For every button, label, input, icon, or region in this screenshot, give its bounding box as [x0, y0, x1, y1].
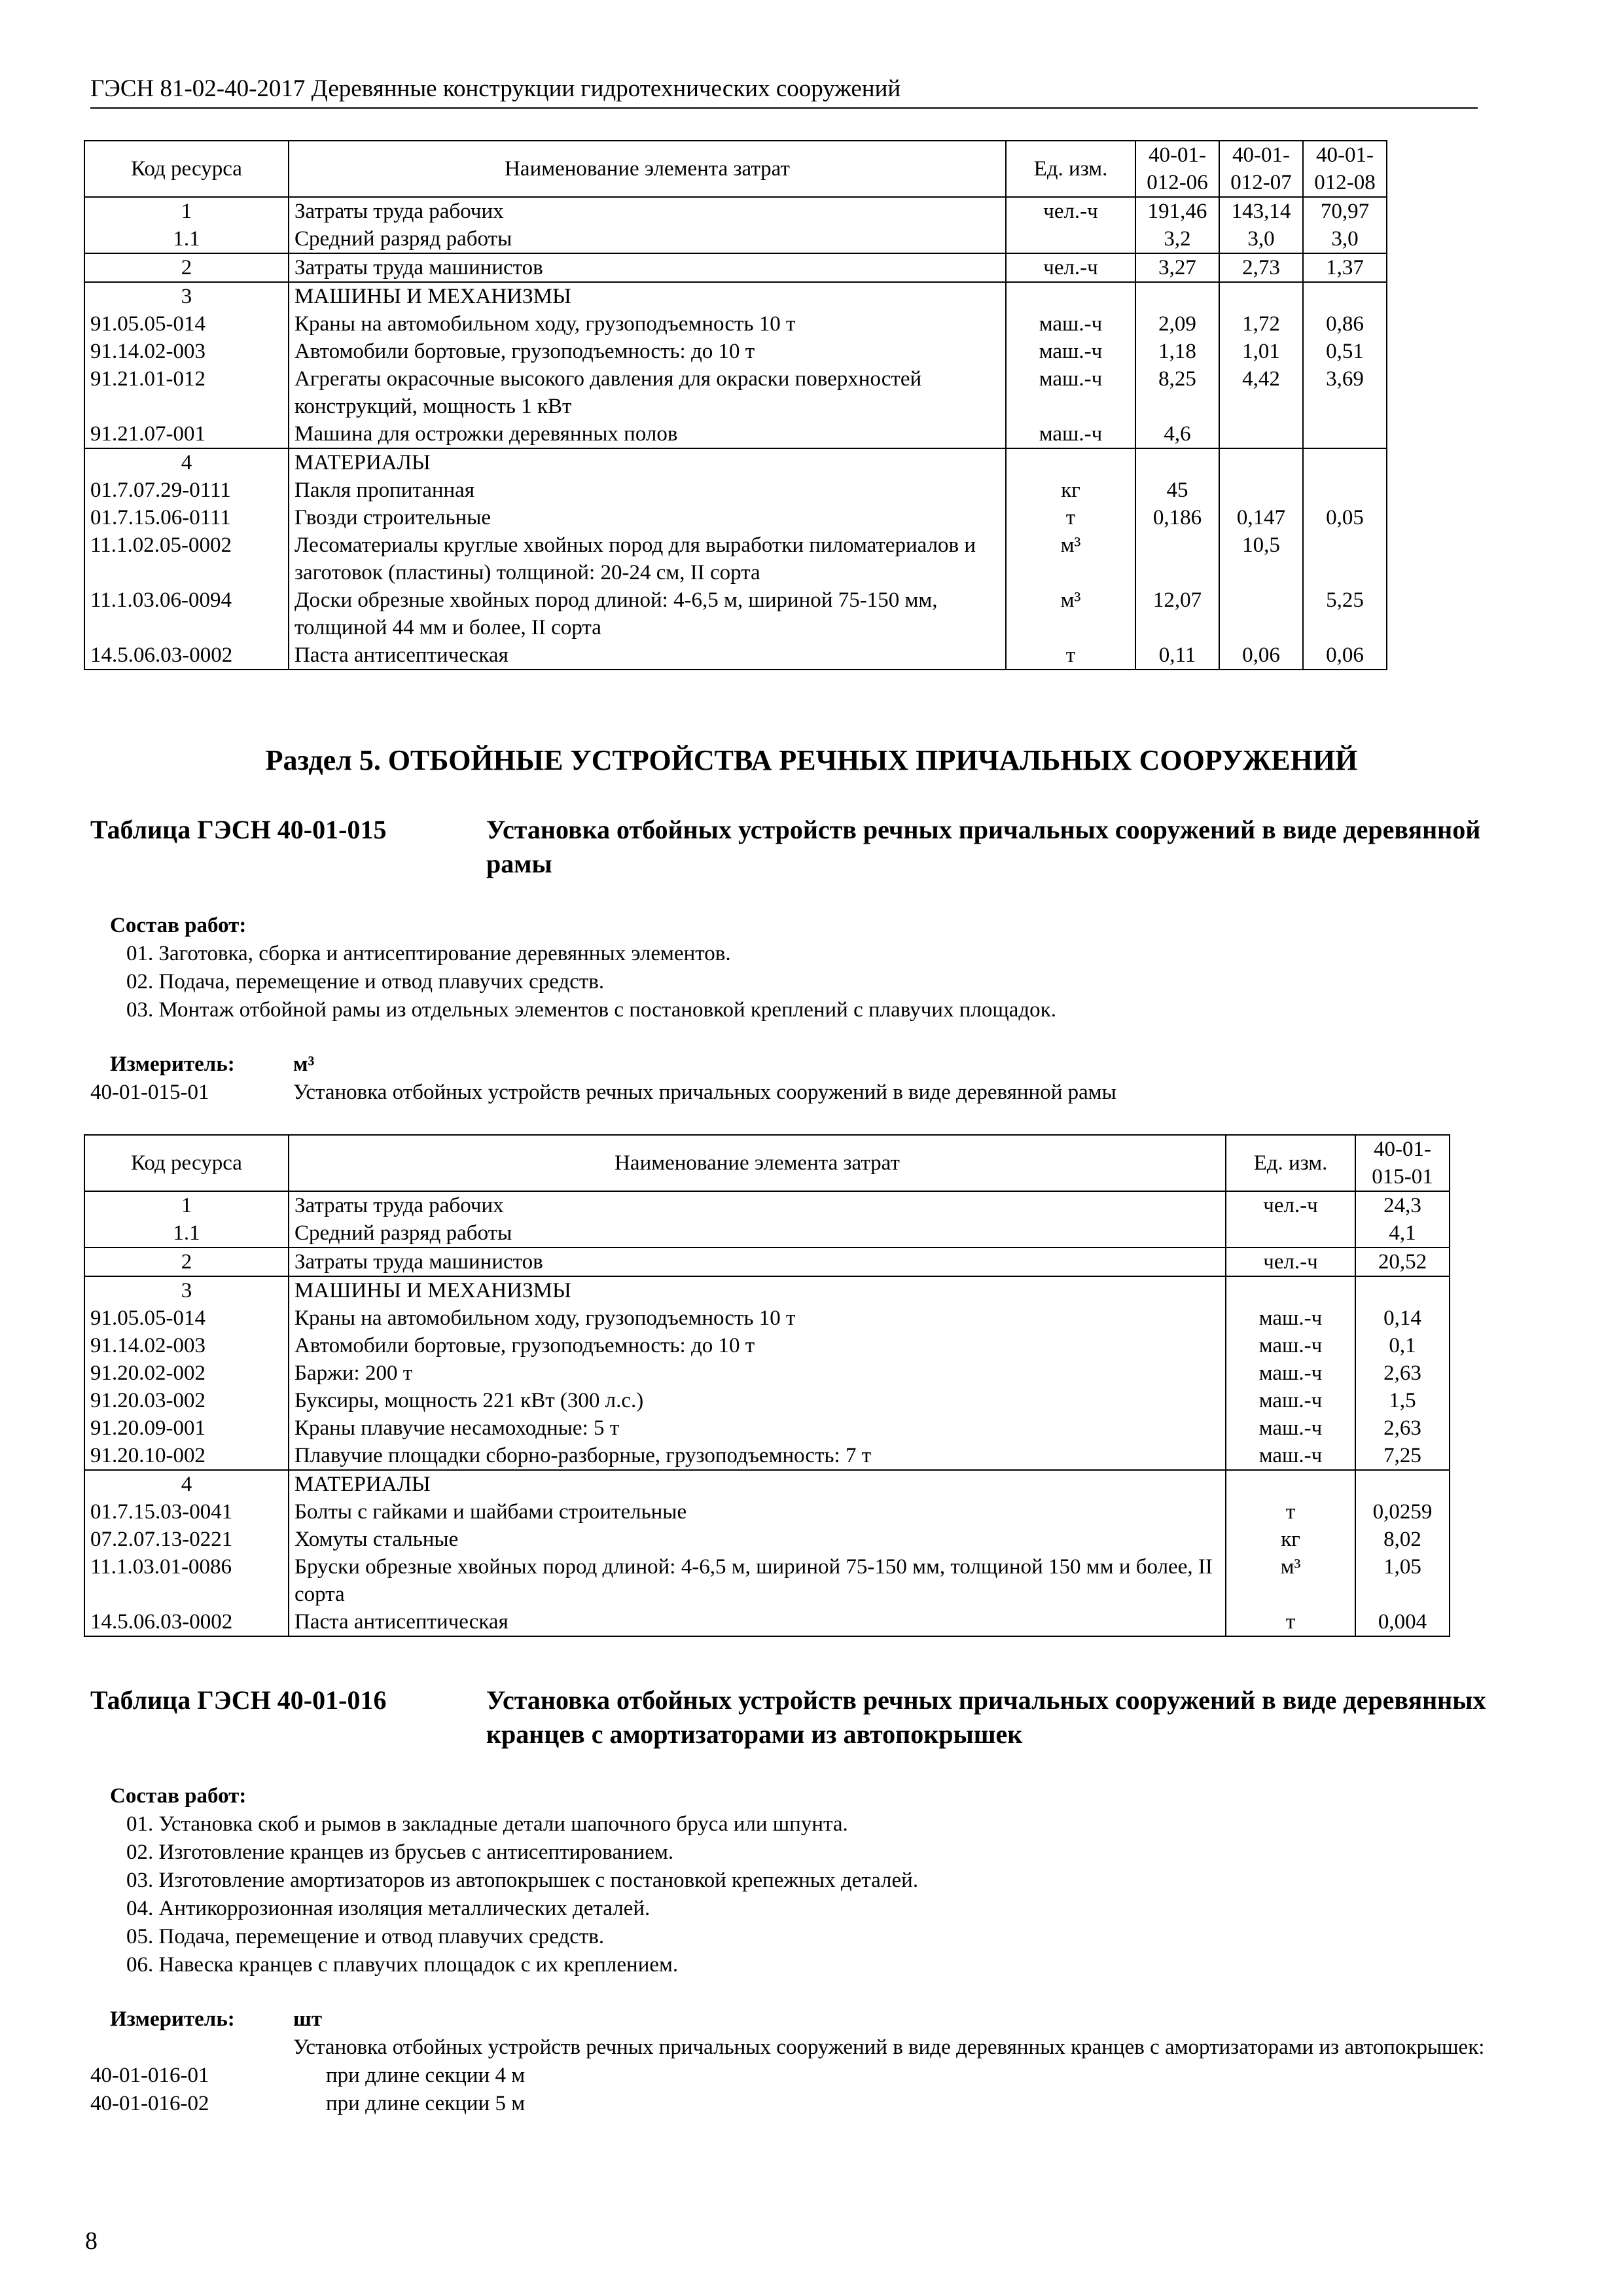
cost-element-name: Краны плавучие несамоходные: 5 т	[289, 1414, 1226, 1442]
norm-value: 3,0	[1219, 225, 1303, 253]
unit-of-measure: кг	[1226, 1526, 1355, 1553]
table-016-title: Установка отбойных устройств речных причальных сооружений в виде деревянных кранцев с амортизаторами из автопокрышек	[486, 1685, 1486, 1749]
cost-element-name: Автомобили бортовые, грузоподъемность: до 10 т	[289, 1332, 1226, 1359]
table-row	[84, 1387, 1450, 1414]
norm-value: 70,97	[1303, 197, 1387, 225]
work-item: 01. Заготовка, сборка и антисептирование деревянных элементов.	[126, 942, 731, 965]
norm-value	[1219, 476, 1303, 504]
norm-value: 0,05	[1303, 504, 1387, 531]
norm-value: 143,14	[1219, 197, 1303, 225]
table-row	[84, 282, 1387, 310]
cost-element-name: Средний разряд работы	[289, 1219, 1226, 1247]
header-col-code-part: 012-06	[1147, 171, 1208, 194]
unit-of-measure: чел.-ч	[1226, 1247, 1355, 1276]
header-col-code-part: 40-01-	[1374, 1138, 1431, 1161]
resource-code: 91.21.01-012	[84, 365, 289, 420]
norm-value	[1219, 420, 1303, 448]
work-item: 05. Подача, перемещение и отвод плавучих средств.	[126, 1925, 605, 1948]
table-row	[84, 586, 1387, 641]
cost-element-name: Краны на автомобильном ходу, грузоподъемность 10 т	[289, 1304, 1226, 1332]
resource-code: 14.5.06.03-0002	[84, 641, 289, 670]
cost-element-name: МАТЕРИАЛЫ	[289, 1470, 1226, 1498]
meter-row	[90, 2005, 1497, 2034]
cost-element-name: Затраты труда рабочих	[289, 1191, 1226, 1219]
unit-of-measure: маш.-ч	[1226, 1442, 1355, 1470]
header-col-012-08	[1303, 141, 1387, 197]
cost-element-name: Хомуты стальные	[289, 1526, 1226, 1553]
meter-unit: шт	[293, 2007, 323, 2031]
resource-code: 91.14.02-003	[84, 338, 289, 365]
header-name: Наименование элемента затрат	[289, 1135, 1226, 1191]
unit-of-measure	[1006, 448, 1135, 476]
resource-code: 11.1.02.05-0002	[84, 531, 289, 586]
cost-element-name: Болты с гайками и шайбами строительные	[289, 1498, 1226, 1526]
table-row	[84, 1553, 1450, 1608]
unit-of-measure: маш.-ч	[1006, 338, 1135, 365]
norm-value	[1303, 531, 1387, 586]
cost-element-name: Баржи: 200 т	[289, 1359, 1226, 1387]
table-row	[84, 1276, 1450, 1304]
cost-element-name: Автомобили бортовые, грузоподъемность: до 10 т	[289, 338, 1006, 365]
cost-element-name: МАШИНЫ И МЕХАНИЗМЫ	[289, 282, 1006, 310]
header-col-012-06	[1135, 141, 1219, 197]
norm-value: 0,11	[1135, 641, 1219, 670]
norm-value: 5,25	[1303, 586, 1387, 641]
table-row	[84, 1219, 1450, 1247]
norm-value: 0,06	[1303, 641, 1387, 670]
norm-value: 0,186	[1135, 504, 1219, 531]
cost-element-name: Паста антисептическая	[289, 641, 1006, 670]
works-label: Состав работ:	[110, 914, 247, 937]
norm-value	[1355, 1470, 1450, 1498]
norm-value: 3,0	[1303, 225, 1387, 253]
section-title: Раздел 5. ОТБОЙНЫЕ УСТРОЙСТВА РЕЧНЫХ ПРИЧАЛЬНЫХ СООРУЖЕНИЙ	[265, 744, 1358, 776]
page-number: 8	[85, 2227, 98, 2255]
norm-value	[1303, 448, 1387, 476]
table-row	[84, 253, 1387, 282]
table-row	[84, 1247, 1450, 1276]
unit-of-measure: маш.-ч	[1006, 310, 1135, 338]
norm-value: 0,51	[1303, 338, 1387, 365]
header-unit: Ед. изм.	[1226, 1135, 1355, 1191]
resource-code: 91.20.03-002	[84, 1387, 289, 1414]
unit-of-measure: м³	[1226, 1553, 1355, 1608]
norm-value: 4,42	[1219, 365, 1303, 420]
table-015-title: Установка отбойных устройств речных причальных сооружений в виде деревянной рамы	[486, 815, 1481, 878]
unit-of-measure	[1006, 282, 1135, 310]
meter-unit: м³	[293, 1052, 315, 1076]
unit-of-measure: маш.-ч	[1226, 1332, 1355, 1359]
resource-table-40-01-015	[84, 1134, 1450, 1637]
cost-element-name: Паста антисептическая	[289, 1608, 1226, 1636]
unit-of-measure: маш.-ч	[1006, 420, 1135, 448]
work-item: 03. Изготовление амортизаторов из автопокрышек с постановкой крепежных деталей.	[126, 1869, 919, 1892]
resource-code: 01.7.07.29-0111	[84, 476, 289, 504]
header-col-015-01	[1355, 1135, 1450, 1191]
header-col-code-part: 40-01-	[1149, 143, 1206, 167]
resource-code: 4	[84, 448, 289, 476]
table-row	[84, 1332, 1450, 1359]
norm-value: 7,25	[1355, 1442, 1450, 1470]
unit-of-measure: кг	[1006, 476, 1135, 504]
table-016-works	[90, 1782, 1491, 1979]
unit-of-measure: маш.-ч	[1226, 1359, 1355, 1387]
cost-element-name: Буксиры, мощность 221 кВт (300 л.с.)	[289, 1387, 1226, 1414]
cost-element-name: Затраты труда рабочих	[289, 197, 1006, 225]
norm-value: 8,02	[1355, 1526, 1450, 1553]
table-row	[84, 1359, 1450, 1387]
work-item: 04. Антикоррозионная изоляция металлических деталей.	[126, 1897, 651, 1920]
resource-code: 91.21.07-001	[84, 420, 289, 448]
table-row	[84, 1414, 1450, 1442]
unit-of-measure: чел.-ч	[1226, 1191, 1355, 1219]
cost-element-name: Краны на автомобильном ходу, грузоподъемность 10 т	[289, 310, 1006, 338]
cost-element-name: Лесоматериалы круглые хвойных пород для выработки пиломатериалов и заготовок (пластины) толщиной: 20-24 см, II сорта	[289, 531, 1006, 586]
item-intro: Установка отбойных устройств речных причальных сооружений в виде деревянных кранцев с амортизаторами из автопокрышек:	[293, 2036, 1485, 2059]
header-col-code-part: 40-01-	[1232, 143, 1290, 167]
cost-element-name: Плавучие площадки сборно-разборные, грузоподъемность: 7 т	[289, 1442, 1226, 1470]
table-row	[84, 641, 1387, 670]
table-row	[84, 420, 1387, 448]
norm-value: 2,09	[1135, 310, 1219, 338]
item-intro-row	[90, 2034, 1497, 2062]
resource-code: 91.05.05-014	[84, 1304, 289, 1332]
works-label: Состав работ:	[110, 1784, 247, 1808]
norm-value: 24,3	[1355, 1191, 1450, 1219]
table-row	[84, 1526, 1450, 1553]
resource-code: 91.20.10-002	[84, 1442, 289, 1470]
unit-of-measure: чел.-ч	[1006, 253, 1135, 282]
unit-of-measure	[1006, 225, 1135, 253]
unit-of-measure	[1226, 1219, 1355, 1247]
unit-of-measure: м³	[1006, 586, 1135, 641]
meter-label: Измеритель:	[110, 1052, 235, 1076]
resource-code: 01.7.15.03-0041	[84, 1498, 289, 1526]
cost-element-name: Затраты труда машинистов	[289, 1247, 1226, 1276]
item-code: 40-01-015-01	[90, 1081, 209, 1104]
table-016-number: Таблица ГЭСН 40-01-016	[90, 1685, 387, 1715]
header-col-code-part: 012-07	[1230, 171, 1292, 194]
resource-code: 4	[84, 1470, 289, 1498]
table-015-works	[90, 912, 1491, 1024]
unit-of-measure: маш.-ч	[1226, 1304, 1355, 1332]
resource-code: 2	[84, 1247, 289, 1276]
norm-value: 10,5	[1219, 531, 1303, 586]
resource-code: 91.20.09-001	[84, 1414, 289, 1442]
item-name: при длине секции 5 м	[326, 2092, 526, 2115]
resource-table-40-01-012	[84, 140, 1387, 670]
table-015-number: Таблица ГЭСН 40-01-015	[90, 815, 387, 844]
work-item: 06. Навеска кранцев с плавучих площадок с их креплением.	[126, 1953, 679, 1977]
header-code: Код ресурса	[84, 1135, 289, 1191]
header-col-code-part: 012-08	[1314, 171, 1376, 194]
norm-value: 0,004	[1355, 1608, 1450, 1636]
norm-value	[1303, 420, 1387, 448]
norm-value: 2,63	[1355, 1359, 1450, 1387]
table-row	[84, 1498, 1450, 1526]
unit-of-measure	[1226, 1276, 1355, 1304]
resource-code: 1	[84, 197, 289, 225]
norm-value: 1,37	[1303, 253, 1387, 282]
resource-code: 07.2.07.13-0221	[84, 1526, 289, 1553]
resource-code: 11.1.03.06-0094	[84, 586, 289, 641]
table-row	[84, 225, 1387, 253]
norm-value	[1219, 282, 1303, 310]
unit-of-measure: маш.-ч	[1006, 365, 1135, 420]
work-item: 02. Изготовление кранцев из брусьев с антисептированием.	[126, 1840, 674, 1864]
unit-of-measure: маш.-ч	[1226, 1414, 1355, 1442]
header-col-code-part: 40-01-	[1316, 143, 1374, 167]
norm-value	[1219, 448, 1303, 476]
norm-value: 0,06	[1219, 641, 1303, 670]
unit-of-measure: м³	[1006, 531, 1135, 586]
norm-value	[1355, 1276, 1450, 1304]
unit-of-measure	[1226, 1470, 1355, 1498]
resource-code: 14.5.06.03-0002	[84, 1608, 289, 1636]
unit-of-measure: т	[1226, 1608, 1355, 1636]
item-code: 40-01-016-02	[90, 2092, 209, 2115]
table-row	[84, 365, 1387, 420]
norm-value	[1135, 531, 1219, 586]
item-name: при длине секции 4 м	[326, 2064, 526, 2087]
norm-value: 1,05	[1355, 1553, 1450, 1608]
work-item: 01. Установка скоб и рымов в закладные детали шапочного бруса или шпунта.	[126, 1812, 848, 1836]
resource-code: 2	[84, 253, 289, 282]
item-row	[90, 2090, 1497, 2118]
norm-value: 2,73	[1219, 253, 1303, 282]
table-row	[84, 1304, 1450, 1332]
resource-code: 3	[84, 1276, 289, 1304]
norm-value: 0,1	[1355, 1332, 1450, 1359]
unit-of-measure: т	[1226, 1498, 1355, 1526]
norm-value: 2,63	[1355, 1414, 1450, 1442]
resource-code: 91.05.05-014	[84, 310, 289, 338]
cost-element-name: Машина для острожки деревянных полов	[289, 420, 1006, 448]
resource-code: 91.20.02-002	[84, 1359, 289, 1387]
norm-value: 0,86	[1303, 310, 1387, 338]
table-015-meter	[90, 1050, 1497, 1107]
unit-of-measure: т	[1006, 504, 1135, 531]
norm-value: 1,01	[1219, 338, 1303, 365]
header-unit: Ед. изм.	[1006, 141, 1135, 197]
table-row	[84, 1608, 1450, 1636]
resource-code: 91.14.02-003	[84, 1332, 289, 1359]
resource-code: 1	[84, 1191, 289, 1219]
norm-value: 0,147	[1219, 504, 1303, 531]
resource-code: 11.1.03.01-0086	[84, 1553, 289, 1608]
item-row	[90, 1079, 1497, 1107]
table-row	[84, 1470, 1450, 1498]
header-col-012-07	[1219, 141, 1303, 197]
meter-row	[90, 1050, 1497, 1079]
norm-value	[1135, 448, 1219, 476]
cost-element-name: Затраты труда машинистов	[289, 253, 1006, 282]
table-016-meter	[90, 2005, 1497, 2118]
norm-value: 0,14	[1355, 1304, 1450, 1332]
cost-element-name: МАШИНЫ И МЕХАНИЗМЫ	[289, 1276, 1226, 1304]
norm-value: 12,07	[1135, 586, 1219, 641]
header-code: Код ресурса	[84, 141, 289, 197]
cost-element-name: Доски обрезные хвойных пород длиной: 4-6,5 м, шириной 75-150 мм, толщиной 44 мм и более, II сорта	[289, 586, 1006, 641]
header-name: Наименование элемента затрат	[289, 141, 1006, 197]
norm-value: 1,5	[1355, 1387, 1450, 1414]
table-row	[84, 504, 1387, 531]
unit-of-measure: чел.-ч	[1006, 197, 1135, 225]
cost-element-name: Агрегаты окрасочные высокого давления для окраски поверхностей конструкций, мощность 1 кВт	[289, 365, 1006, 420]
norm-value: 191,46	[1135, 197, 1219, 225]
table-row	[84, 531, 1387, 586]
norm-value	[1303, 282, 1387, 310]
resource-code: 1.1	[84, 225, 289, 253]
norm-value: 1,18	[1135, 338, 1219, 365]
table-row	[84, 1442, 1450, 1470]
resource-code: 3	[84, 282, 289, 310]
norm-value: 3,2	[1135, 225, 1219, 253]
cost-element-name: Средний разряд работы	[289, 225, 1006, 253]
cost-element-name: Гвозди строительные	[289, 504, 1006, 531]
norm-value: 3,27	[1135, 253, 1219, 282]
unit-of-measure: маш.-ч	[1226, 1387, 1355, 1414]
work-item: 03. Монтаж отбойной рамы из отдельных элементов с постановкой креплений с плавучих площадок.	[126, 998, 1056, 1022]
norm-value: 3,69	[1303, 365, 1387, 420]
table-row	[84, 1191, 1450, 1219]
norm-value	[1303, 476, 1387, 504]
item-row	[90, 2062, 1497, 2090]
item-code: 40-01-016-01	[90, 2064, 209, 2087]
cost-element-name: Бруски обрезные хвойных пород длиной: 4-6,5 м, шириной 75-150 мм, толщиной 150 мм и более, II сорта	[289, 1553, 1226, 1608]
cost-element-name: Пакля пропитанная	[289, 476, 1006, 504]
norm-value: 8,25	[1135, 365, 1219, 420]
table-row	[84, 448, 1387, 476]
norm-value	[1135, 282, 1219, 310]
work-item: 02. Подача, перемещение и отвод плавучих средств.	[126, 970, 605, 994]
unit-of-measure: т	[1006, 641, 1135, 670]
norm-value: 1,72	[1219, 310, 1303, 338]
norm-value	[1219, 586, 1303, 641]
header-col-code-part: 015-01	[1372, 1165, 1433, 1189]
norm-value: 4,1	[1355, 1219, 1450, 1247]
meter-label: Измеритель:	[110, 2007, 235, 2031]
norm-value: 20,52	[1355, 1247, 1450, 1276]
norm-value: 0,0259	[1355, 1498, 1450, 1526]
cost-element-name: МАТЕРИАЛЫ	[289, 448, 1006, 476]
table-row	[84, 197, 1387, 225]
running-head: ГЭСН 81-02-40-2017 Деревянные конструкции гидротехнических сооружений	[90, 73, 1478, 109]
table-row	[84, 310, 1387, 338]
norm-value: 4,6	[1135, 420, 1219, 448]
table-row	[84, 338, 1387, 365]
resource-code: 1.1	[84, 1219, 289, 1247]
norm-value: 45	[1135, 476, 1219, 504]
table-row	[84, 476, 1387, 504]
resource-code: 01.7.15.06-0111	[84, 504, 289, 531]
item-name: Установка отбойных устройств речных причальных сооружений в виде деревянной рамы	[293, 1081, 1116, 1104]
